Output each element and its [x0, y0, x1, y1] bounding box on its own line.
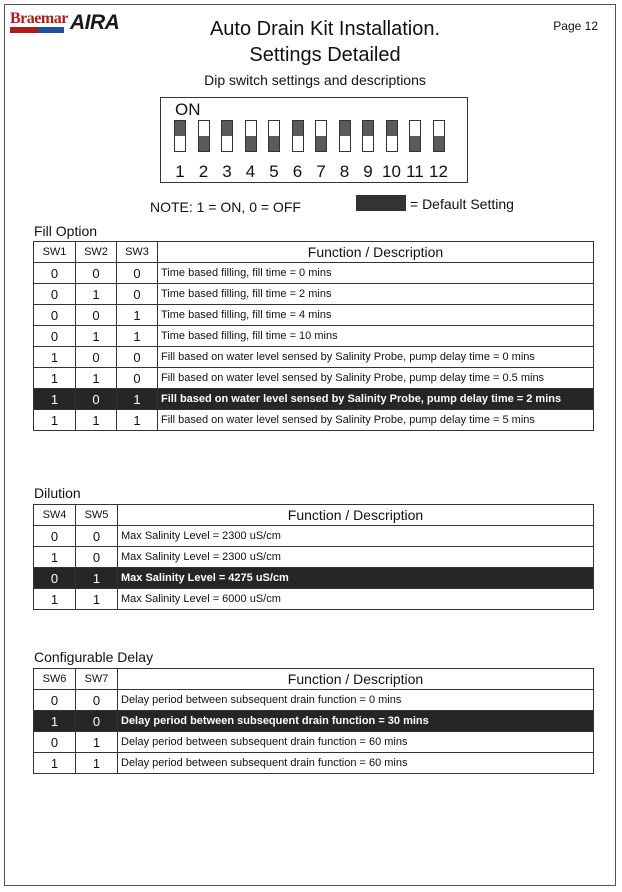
header-sw4: SW4: [34, 505, 76, 526]
dip-switch-knob: [410, 136, 420, 151]
switch-value-cell: 1: [76, 368, 117, 389]
switch-value-cell: 0: [76, 347, 117, 368]
table-row: [34, 547, 594, 568]
dip-switch-number: 2: [198, 162, 209, 181]
dip-switch-number: 3: [222, 162, 232, 181]
header-function: Function / Description: [158, 242, 594, 263]
dip-switch: [362, 120, 374, 152]
dip-switch-number: 4: [245, 162, 256, 181]
note-text: NOTE: 1 = ON, 0 = OFF: [150, 199, 301, 215]
switch-value-cell: 1: [117, 326, 158, 347]
header-sw6: SW6: [34, 669, 76, 690]
switch-value-cell: 0: [76, 526, 118, 547]
dip-switch-number: 11: [406, 162, 424, 181]
table-row: [34, 589, 594, 610]
dip-switch: [315, 120, 327, 152]
dilution-table: [33, 504, 594, 610]
function-description-cell: Max Salinity Level = 6000 uS/cm: [118, 589, 594, 610]
switch-value-cell: 1: [117, 305, 158, 326]
table-row: [34, 347, 594, 368]
dip-switch-knob: [316, 136, 326, 151]
switch-value-cell: 1: [34, 547, 76, 568]
function-description-cell: Time based filling, fill time = 4 mins: [158, 305, 594, 326]
fill-option-heading: Fill Option: [34, 223, 98, 239]
logo-product: AIRA: [70, 11, 120, 34]
switch-value-cell: 1: [117, 410, 158, 431]
switch-value-cell: 0: [76, 547, 118, 568]
header-sw3: SW3: [117, 242, 158, 263]
function-description-cell: Fill based on water level sensed by Salinity Probe, pump delay time = 5 mins: [158, 410, 594, 431]
default-setting-label: = Default Setting: [410, 196, 514, 212]
switch-value-cell: 0: [76, 263, 117, 284]
configurable-delay-heading: Configurable Delay: [34, 649, 154, 665]
brand-logo: [10, 10, 130, 36]
dip-switch-knob: [269, 136, 279, 151]
dip-switch: [386, 120, 398, 152]
switch-value-cell: 1: [34, 410, 76, 431]
function-description-cell: Max Salinity Level = 2300 uS/cm: [118, 547, 594, 568]
switch-value-cell: 0: [117, 347, 158, 368]
switch-value-cell: 0: [76, 305, 117, 326]
switch-value-cell: 1: [117, 389, 158, 410]
dip-switch: [339, 120, 351, 152]
table-row: [34, 711, 594, 732]
page-number: Page 12: [553, 19, 598, 33]
dip-subtitle: Dip switch settings and descriptions: [204, 72, 426, 88]
switch-value-cell: 1: [76, 284, 117, 305]
dip-switch-number: 10: [382, 162, 401, 181]
function-description-cell: Delay period between subsequent drain function = 0 mins: [118, 690, 594, 711]
table-row: [34, 732, 594, 753]
switch-value-cell: 0: [117, 284, 158, 305]
switch-value-cell: 0: [34, 326, 76, 347]
dip-switch: [292, 120, 304, 152]
dip-switch-knob: [199, 136, 209, 151]
dip-switch-number: 5: [269, 162, 279, 181]
dip-switch-knob: [175, 121, 185, 136]
switch-value-cell: 0: [34, 263, 76, 284]
switch-value-cell: 1: [76, 326, 117, 347]
switch-value-cell: 1: [76, 753, 118, 774]
dip-switch-knob: [246, 136, 256, 151]
switch-value-cell: 0: [76, 690, 118, 711]
function-description-cell: Time based filling, fill time = 0 mins: [158, 263, 594, 284]
switch-value-cell: 1: [76, 589, 118, 610]
dip-switch-diagram: [160, 97, 468, 183]
switch-value-cell: 1: [34, 753, 76, 774]
function-description-cell: Fill based on water level sensed by Salinity Probe, pump delay time = 0 mins: [158, 347, 594, 368]
function-description-cell: Time based filling, fill time = 10 mins: [158, 326, 594, 347]
table-row: [34, 753, 594, 774]
dip-switch-knob: [387, 121, 397, 136]
dip-switch: [268, 120, 280, 152]
function-description-cell: Delay period between subsequent drain function = 60 mins: [118, 753, 594, 774]
default-swatch: [356, 195, 406, 211]
switch-value-cell: 1: [34, 711, 76, 732]
page-title-line1: Auto Drain Kit Installation.: [209, 18, 441, 40]
function-description-cell: Fill based on water level sensed by Salinity Probe, pump delay time = 2 mins: [158, 389, 594, 410]
table-row: [34, 526, 594, 547]
dip-switch-number: 9: [363, 162, 373, 181]
switch-value-cell: 1: [34, 389, 76, 410]
dip-switch-number: 8: [339, 162, 350, 181]
configurable-delay-table: [33, 668, 594, 774]
table-row: [34, 389, 594, 410]
header-sw2: SW2: [76, 242, 117, 263]
logo-brand: Braemar: [10, 10, 68, 27]
header-sw7: SW7: [76, 669, 118, 690]
dip-switch: [433, 120, 445, 152]
header-function: Function / Description: [118, 505, 594, 526]
switch-value-cell: 0: [117, 368, 158, 389]
switch-value-cell: 1: [76, 732, 118, 753]
switch-value-cell: 0: [117, 263, 158, 284]
dip-switch-knob: [363, 121, 373, 136]
switch-value-cell: 0: [76, 389, 117, 410]
table-row: [34, 263, 594, 284]
table-row: [34, 326, 594, 347]
dip-switch: [174, 120, 186, 152]
dilution-heading: Dilution: [34, 485, 81, 501]
dip-switch-number: 12: [429, 162, 448, 181]
dip-switch-number: 6: [292, 162, 303, 181]
page-title-line2: Settings Detailed: [249, 44, 401, 66]
header-function: Function / Description: [118, 669, 594, 690]
dip-switch: [409, 120, 421, 152]
switch-value-cell: 1: [76, 568, 118, 589]
table-row: [34, 305, 594, 326]
dip-on-label: ON: [175, 100, 201, 119]
table-header-row: [34, 505, 594, 526]
table-header-row: [34, 242, 594, 263]
dip-switch: [245, 120, 257, 152]
switch-value-cell: 0: [34, 732, 76, 753]
fill-option-table: [33, 241, 594, 431]
table-row: [34, 284, 594, 305]
dip-switch-knob: [222, 121, 232, 136]
dip-switch-knob: [293, 121, 303, 136]
switch-value-cell: 0: [34, 526, 76, 547]
function-description-cell: Delay period between subsequent drain function = 30 mins: [118, 711, 594, 732]
function-description-cell: Time based filling, fill time = 2 mins: [158, 284, 594, 305]
header-sw1: SW1: [34, 242, 76, 263]
dip-switch-knob: [434, 136, 444, 151]
switch-value-cell: 1: [34, 368, 76, 389]
function-description-cell: Delay period between subsequent drain function = 60 mins: [118, 732, 594, 753]
function-description-cell: Max Salinity Level = 2300 uS/cm: [118, 526, 594, 547]
table-row: [34, 410, 594, 431]
dip-switch-number: 1: [175, 162, 185, 181]
header-sw5: SW5: [76, 505, 118, 526]
logo-subline: [10, 27, 64, 33]
dip-switch: [221, 120, 233, 152]
switch-value-cell: 1: [34, 347, 76, 368]
switch-value-cell: 0: [34, 568, 76, 589]
switch-value-cell: 1: [34, 589, 76, 610]
table-row: [34, 368, 594, 389]
dip-switch-number: 7: [316, 162, 326, 181]
dip-switch: [198, 120, 210, 152]
switch-value-cell: 1: [76, 410, 117, 431]
dip-switch-knob: [340, 121, 350, 136]
table-header-row: [34, 669, 594, 690]
table-row: [34, 568, 594, 589]
function-description-cell: Fill based on water level sensed by Salinity Probe, pump delay time = 0.5 mins: [158, 368, 594, 389]
switch-value-cell: 0: [34, 305, 76, 326]
switch-value-cell: 0: [76, 711, 118, 732]
switch-value-cell: 0: [34, 284, 76, 305]
switch-value-cell: 0: [34, 690, 76, 711]
table-row: [34, 690, 594, 711]
function-description-cell: Max Salinity Level = 4275 uS/cm: [118, 568, 594, 589]
